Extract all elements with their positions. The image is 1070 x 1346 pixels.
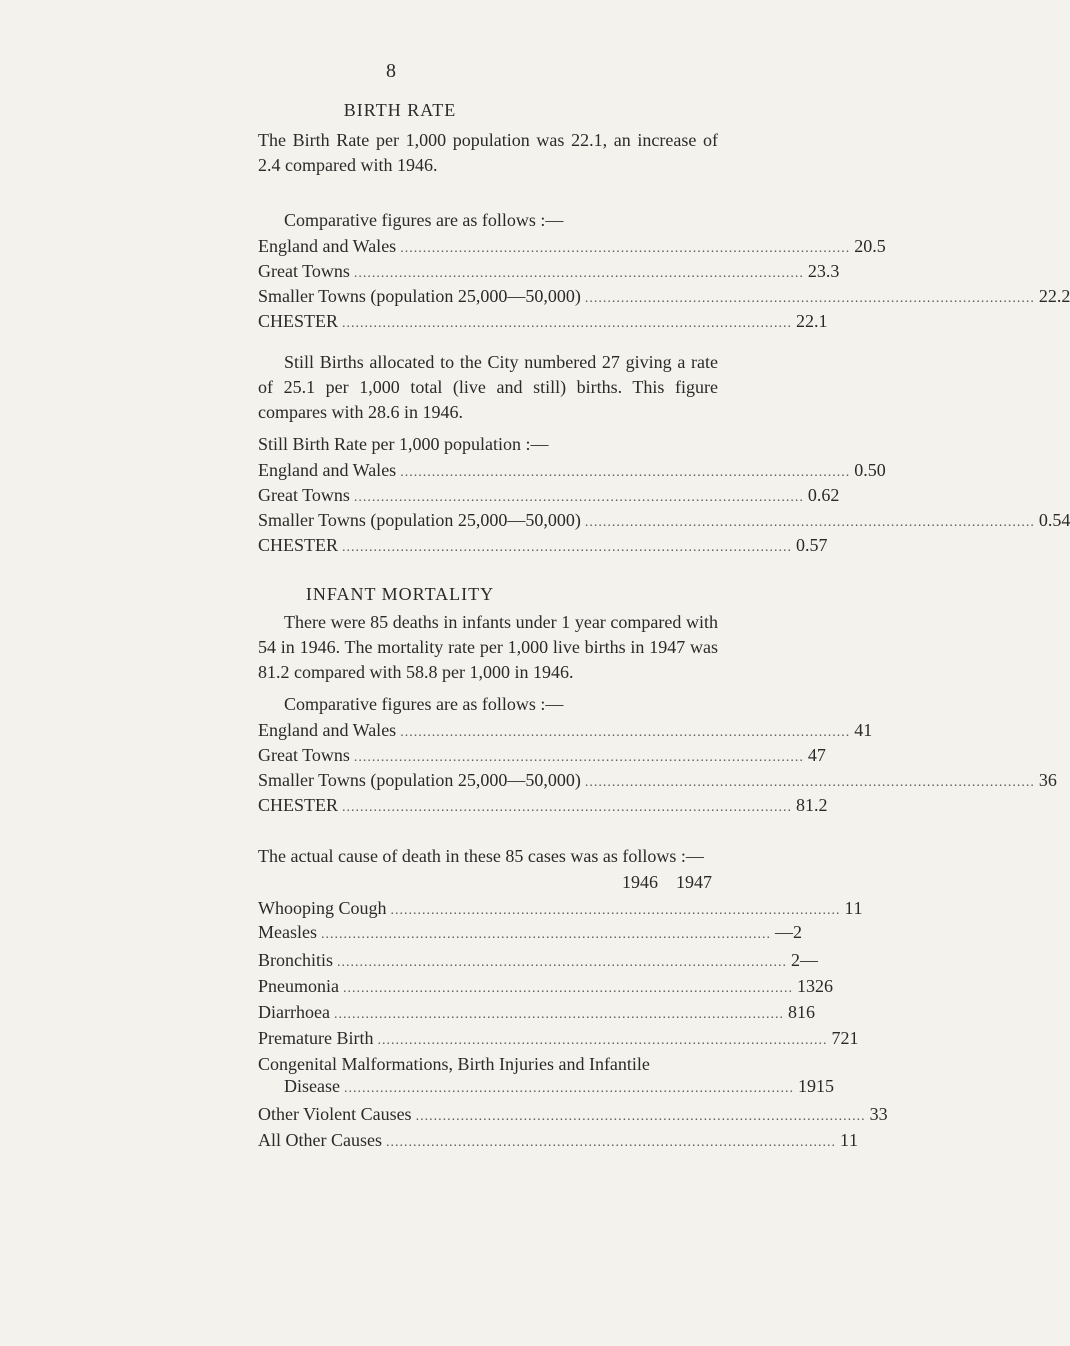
birth-row: Smaller Towns (population 25,000—50,000) .................................................................................................... 22.2 [258, 286, 1070, 306]
value-1946: 8 [787, 1002, 797, 1022]
birth-row: CHESTER .................................................................................................... 22.1 [258, 311, 828, 331]
birth-rate-intro: The Birth Rate per 1,000 population was 22.1, an increase of 2.4 compared with 1946. [258, 130, 718, 175]
row-label: Bronchitis [258, 950, 333, 970]
infant-row: Smaller Towns (population 25,000—50,000) .................................................................................................... 36 [258, 770, 1057, 790]
value-1947: 21 [840, 1028, 859, 1048]
row-value: 23.3 [807, 261, 840, 281]
still-row: Great Towns .................................................................................................... 0.62 [258, 485, 840, 505]
infant-intro: There were 85 deaths in infants under 1 year compared with 54 in 1946. The mortality rate per 1,000 live births in 1947 was 81.2 compared with 58.8 per 1,000 in 1946. [258, 612, 718, 682]
row-label: CHESTER [258, 535, 339, 555]
cause-row: Measles .................................................................................................... — 2 [258, 922, 802, 942]
still-births-text: Still Births allocated to the City numbered 27 giving a rate of 25.1 per 1,000 total (live and still) births. This figure compares with 28.6 in 1946. [258, 352, 718, 422]
value-1947: 1 [848, 1130, 858, 1150]
still-birth-heading: Still Birth Rate per 1,000 population :— [258, 434, 549, 454]
birth-row: England and Wales .................................................................................................... 20.5 [258, 236, 886, 256]
row-label: Smaller Towns (population 25,000—50,000) [258, 770, 581, 790]
value-1947: 26 [815, 976, 833, 996]
infant-mortality-heading: INFANT MORTALITY [305, 584, 495, 604]
row-value: 22.1 [796, 311, 828, 331]
row-value: 81.2 [796, 795, 828, 815]
value-1946: 1 [844, 898, 854, 918]
cause-heading: The actual cause of death in these 85 cases was as follows :— [258, 846, 704, 866]
row-value: 20.5 [854, 236, 886, 256]
row-label: England and Wales [258, 720, 397, 740]
row-label: Premature Birth [258, 1028, 374, 1048]
row-value: 22.2 [1038, 286, 1070, 306]
still-row: CHESTER .................................................................................................... 0.57 [258, 535, 828, 555]
row-value: 0.57 [796, 535, 828, 555]
value-1947: 2 [792, 922, 802, 942]
value-1947: 15 [815, 1076, 834, 1096]
year-1947-header: 1947 [676, 872, 712, 892]
cause-row: Other Violent Causes .................................................................................................... 3 3 [258, 1104, 888, 1124]
value-1947: 16 [796, 1002, 815, 1022]
value-1946: 19 [797, 1076, 816, 1096]
row-label: Measles [258, 922, 317, 942]
value-1946: 3 [869, 1104, 879, 1124]
birth-rate-heading: BIRTH RATE [343, 100, 457, 120]
row-label: Great Towns [258, 485, 350, 505]
cause-row: Diarrhoea .................................................................................................... 8 16 [258, 1002, 815, 1022]
year-1946-header: 1946 [622, 872, 658, 892]
row-value: 0.54 [1038, 510, 1070, 530]
row-value: 47 [807, 745, 826, 765]
value-1947: 1 [853, 898, 863, 918]
row-label: Great Towns [258, 745, 350, 765]
cause-row: Disease .................................................................................................... 19 15 [284, 1076, 834, 1096]
row-value: 41 [854, 720, 873, 740]
infant-row: England and Wales .................................................................................................... 41 [258, 720, 873, 740]
row-label: Pneumonia [258, 976, 339, 996]
row-label: Great Towns [258, 261, 350, 281]
value-1947: — [800, 950, 818, 970]
infant-comparative-heading: Comparative figures are as follows :— [284, 694, 564, 714]
row-value: 0.62 [807, 485, 840, 505]
row-label: England and Wales [258, 236, 397, 256]
value-1946: 1 [839, 1130, 849, 1150]
cause-row: Whooping Cough .................................................................................................... 1 1 [258, 898, 863, 918]
row-label: Whooping Cough [258, 898, 387, 918]
congenital-label-prefix: Congenital Malformations, Birth Injuries and Infantile [258, 1054, 650, 1074]
still-row: England and Wales .................................................................................................... 0.50 [258, 460, 886, 480]
value-1947: 3 [878, 1104, 888, 1124]
value-1946: — [774, 922, 793, 942]
birth-row: Great Towns .................................................................................................... 23.3 [258, 261, 840, 281]
row-value: 36 [1038, 770, 1057, 790]
row-label: CHESTER [258, 311, 339, 331]
value-1946: 7 [831, 1028, 841, 1048]
birth-comparative-heading: Comparative figures are as follows :— [284, 210, 564, 230]
cause-row: Premature Birth .................................................................................................... 7 21 [258, 1028, 859, 1048]
row-value: 0.50 [854, 460, 886, 480]
row-label: All Other Causes [258, 1130, 382, 1150]
row-label: Disease [284, 1076, 340, 1096]
row-label: Diarrhoea [258, 1002, 330, 1022]
cause-row: Pneumonia .................................................................................................... 13 26 [258, 976, 833, 996]
value-1946: 2 [791, 950, 800, 970]
infant-row: Great Towns .................................................................................................... 47 [258, 745, 826, 765]
page-number: 8 [386, 60, 396, 82]
infant-row: CHESTER .................................................................................................... 81.2 [258, 795, 828, 815]
row-label: Smaller Towns (population 25,000—50,000) [258, 286, 581, 306]
row-label: England and Wales [258, 460, 397, 480]
cause-row: Bronchitis .................................................................................................... 2 — [258, 950, 818, 970]
row-label: Smaller Towns (population 25,000—50,000) [258, 510, 581, 530]
still-row: Smaller Towns (population 25,000—50,000) .................................................................................................... 0.54 [258, 510, 1070, 530]
row-label: Other Violent Causes [258, 1104, 412, 1124]
value-1946: 13 [797, 976, 815, 996]
row-label: CHESTER [258, 795, 339, 815]
cause-row: All Other Causes .................................................................................................... 1 1 [258, 1130, 858, 1150]
